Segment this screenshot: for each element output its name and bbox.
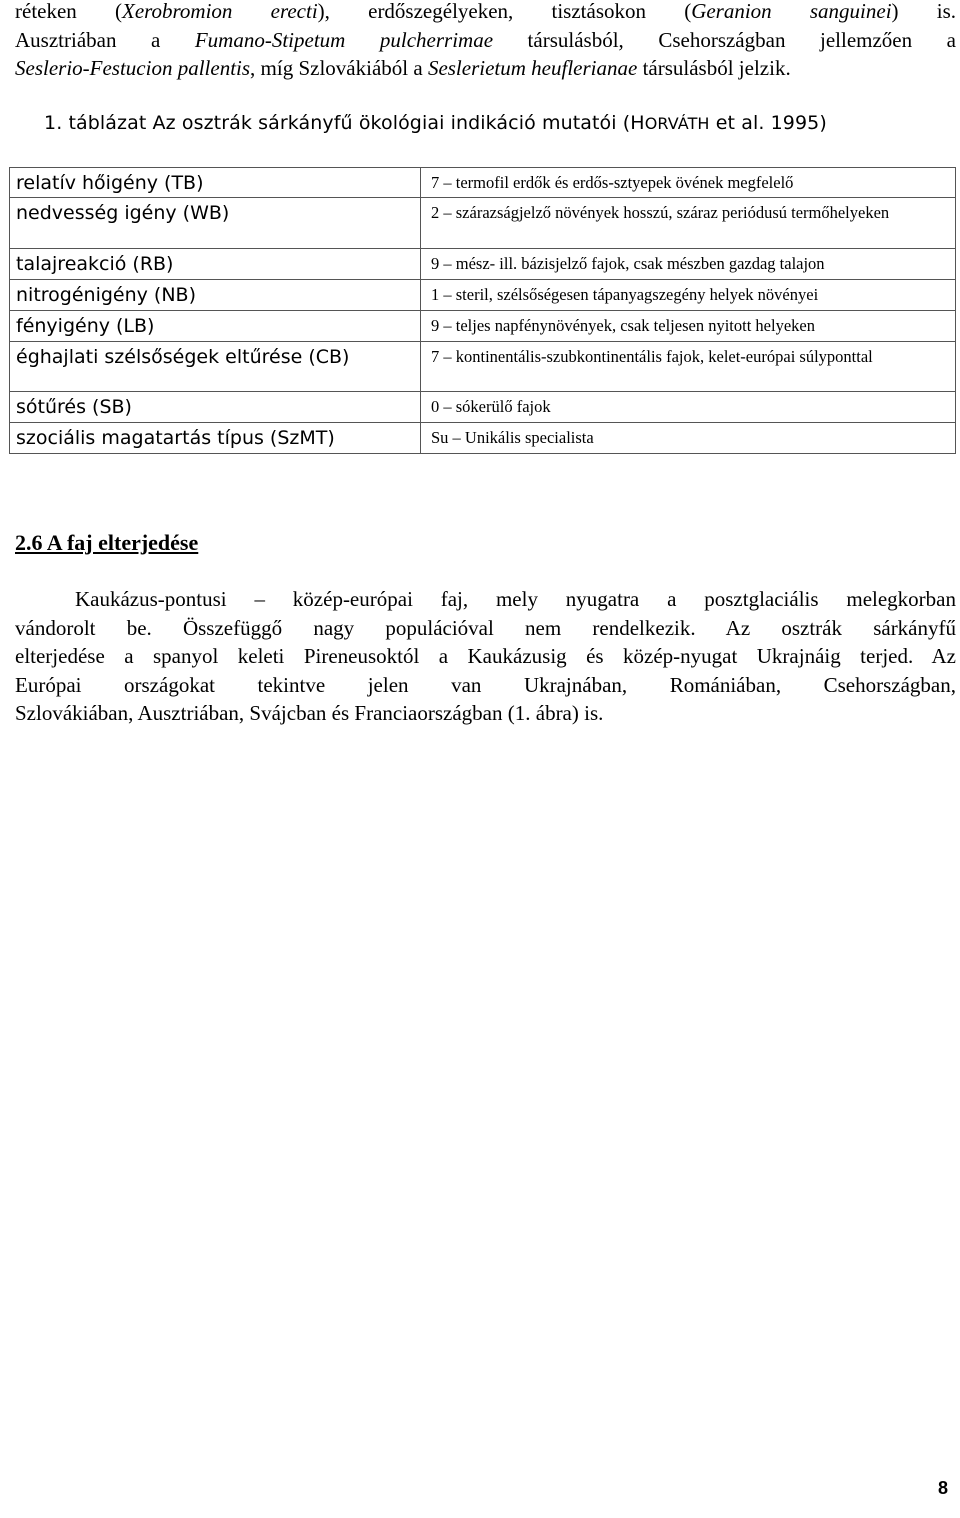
distribution-paragraph [15, 585, 956, 728]
text-run: társulásból, Csehországban jellemzően a [493, 27, 956, 52]
indicator-name: sótűrés (SB) [10, 392, 421, 423]
text-run: réteken ( [15, 0, 122, 23]
indicator-value: Su – Unikális specialista [421, 423, 956, 454]
taxon-name: Seslerietum heuflerianae [427, 56, 638, 81]
indicator-name: relatív hőigény (TB) [10, 168, 421, 198]
text-run: társulásból jelzik. [637, 56, 791, 81]
text-run: ) is. [891, 0, 956, 23]
indicator-value: 9 – teljes napfénynövények, csak teljesen nyitott helyeken [421, 311, 956, 342]
caption-text: 1. táblázat Az osztrák sárkányfű ökológiai indikáció mutatói (H [44, 112, 645, 134]
text-run: ), erdőszegélyeken, tisztásokon ( [317, 0, 692, 23]
indicator-value: 1 – steril, szélsőségesen tápanyagszegény helyek növényei [421, 280, 956, 311]
page-number: 8 [938, 1478, 949, 1498]
indicator-name: talajreakció (RB) [10, 249, 421, 280]
indicator-name: éghajlati szélsőségek eltűrése (CB) [10, 342, 421, 392]
text-run: Ausztriában a [15, 27, 195, 52]
indicator-value: 7 – termofil erdők és erdős-sztyepek övének megfelelő [421, 168, 956, 198]
paragraph-line: elterjedése a spanyol keleti Pireneusoktól a Kaukázusig és közép-nyugat Ukrajnáig terjed. Az [15, 644, 956, 669]
taxon-name: Xerobromion erecti [122, 0, 318, 23]
paragraph-line: Szlovákiában, Ausztriában, Svájcban és Franciaországban (1. ábra) is. [15, 701, 604, 726]
text-run: , míg Szlovákiából a [250, 56, 428, 81]
indicator-value: 9 – mész- ill. bázisjelző fajok, csak mészben gazdag talajon [421, 249, 956, 280]
indicator-value: 2 – szárazságjelző növények hosszú, száraz periódusú termőhelyeken [421, 198, 956, 249]
indicator-table [9, 167, 956, 454]
table-row [10, 342, 956, 392]
table-row [10, 249, 956, 280]
caption-author-smallcaps: ORVÁTH [644, 114, 710, 133]
indicator-value: 0 – sókerülő fajok [421, 392, 956, 423]
intro-line [15, 54, 956, 83]
paragraph-line: vándorolt be. Összefüggő nagy populációval nem rendelkezik. Az osztrák sárkányfű [15, 615, 956, 640]
section-heading: 2.6 A faj elterjedése [15, 530, 199, 555]
intro-line [15, 26, 956, 55]
indicator-name: nedvesség igény (WB) [10, 198, 421, 249]
intro-paragraph [15, 0, 956, 83]
table-row [10, 311, 956, 342]
indicator-name: fényigény (LB) [10, 311, 421, 342]
caption-text: et al. 1995) [709, 112, 827, 134]
taxon-name: Seslerio-Festucion pallentis [15, 56, 251, 81]
table-row [10, 168, 956, 198]
table-row [10, 392, 956, 423]
indicator-name: szociális magatartás típus (SzMT) [10, 423, 421, 454]
paragraph-line: Kaukázus-pontusi – közép-európai faj, mely nyugatra a posztglaciális melegkorban [75, 587, 956, 611]
taxon-name: Fumano-Stipetum pulcherrimae [194, 27, 494, 52]
taxon-name: Geranion sanguinei [691, 0, 892, 23]
paragraph-line: Európai országokat tekintve jelen van Ukrajnában, Romániában, Csehországban, [15, 672, 956, 697]
table-row [10, 198, 956, 249]
indicator-value: 7 – kontinentális-szubkontinentális fajok, kelet-európai súlyponttal [421, 342, 956, 392]
intro-line [15, 0, 956, 26]
indicator-name: nitrogénigény (NB) [10, 280, 421, 311]
table-row [10, 423, 956, 454]
table-row [10, 280, 956, 311]
table-caption [44, 112, 827, 134]
